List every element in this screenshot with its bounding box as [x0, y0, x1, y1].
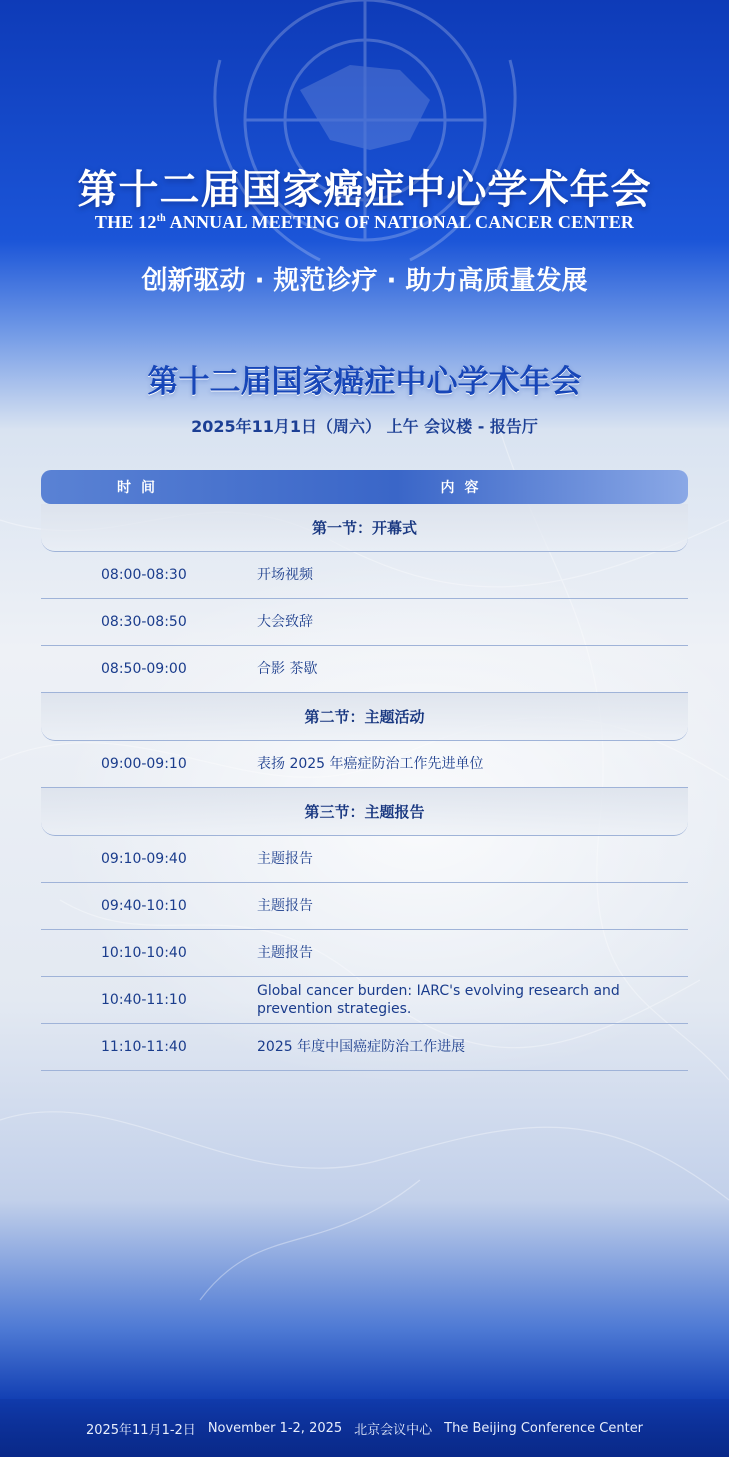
agenda-content: Global cancer burden: IARC's evolving research and prevention strategies. [257, 983, 620, 1017]
un-style-emblem [180, 0, 550, 300]
agenda-row [41, 599, 688, 646]
header-time: 时间 [117, 480, 165, 496]
agenda-time: 09:40-10:10 [101, 898, 187, 914]
agenda-content: 表扬 2025 年癌症防治工作先进单位 [257, 756, 484, 772]
agenda-content: 主题报告 [257, 945, 313, 961]
agenda-row [41, 741, 688, 788]
footer-date-cn: 2025年11月1-2日 [85, 1422, 196, 1438]
agenda-time: 08:00-08:30 [101, 567, 187, 583]
agenda-content: 主题报告 [257, 898, 313, 914]
agenda-time: 08:50-09:00 [101, 661, 187, 677]
meeting-title-cn: 第十二届国家癌症中心学术年会 [77, 166, 652, 213]
agenda-time: 09:00-09:10 [101, 756, 187, 772]
agenda-row [41, 930, 688, 977]
header-content: 内容 [440, 480, 489, 496]
agenda-row [41, 977, 688, 1024]
title-en-ordinal-suffix: th [156, 213, 166, 224]
agenda-time: 11:10-11:40 [101, 1039, 187, 1055]
agenda-content: 主题报告 [257, 851, 313, 867]
agenda-row [41, 836, 688, 883]
agenda-time: 10:10-10:40 [101, 945, 187, 961]
title-en-suffix: ANNUAL MEETING OF NATIONAL CANCER CENTER [165, 212, 635, 232]
footer-venue-en: The Beijing Conference Center [444, 1420, 644, 1436]
section-title: 第三节：主题报告 [41, 788, 688, 836]
meeting-title-en [0, 212, 729, 233]
title-en-prefix: THE 12 [94, 212, 157, 232]
agenda-row [41, 552, 688, 599]
agenda-content: 开场视频 [257, 567, 313, 583]
agenda-header [41, 470, 688, 504]
slogan: 创新驱动 · 规范诊疗 · 助力高质量发展 [141, 266, 588, 296]
agenda-content: 大会致辞 [257, 614, 313, 630]
section-title: 第一节：开幕式 [41, 504, 688, 552]
session-date-venue: 2025年11月1日（周六） 上午 会议楼 - 报告厅 [191, 417, 538, 436]
agenda-time: 08:30-08:50 [101, 614, 187, 630]
section-title: 第二节：主题活动 [41, 693, 688, 741]
agenda-row [41, 646, 688, 693]
agenda-time: 09:10-09:40 [101, 851, 187, 867]
agenda-row [41, 883, 688, 930]
agenda-time: 10:40-11:10 [101, 992, 187, 1008]
agenda-content: 合影 茶歇 [257, 661, 318, 677]
agenda-row [41, 1024, 688, 1071]
footer-bar [0, 1399, 729, 1457]
footer-date-en: November 1-2, 2025 [207, 1420, 343, 1436]
agenda-content: 2025 年度中国癌症防治工作进展 [257, 1039, 466, 1055]
footer-venue-cn: 北京会议中心 [354, 1422, 433, 1438]
session-title: 第十二届国家癌症中心学术年会 [147, 364, 582, 400]
agenda-table [41, 470, 688, 1071]
